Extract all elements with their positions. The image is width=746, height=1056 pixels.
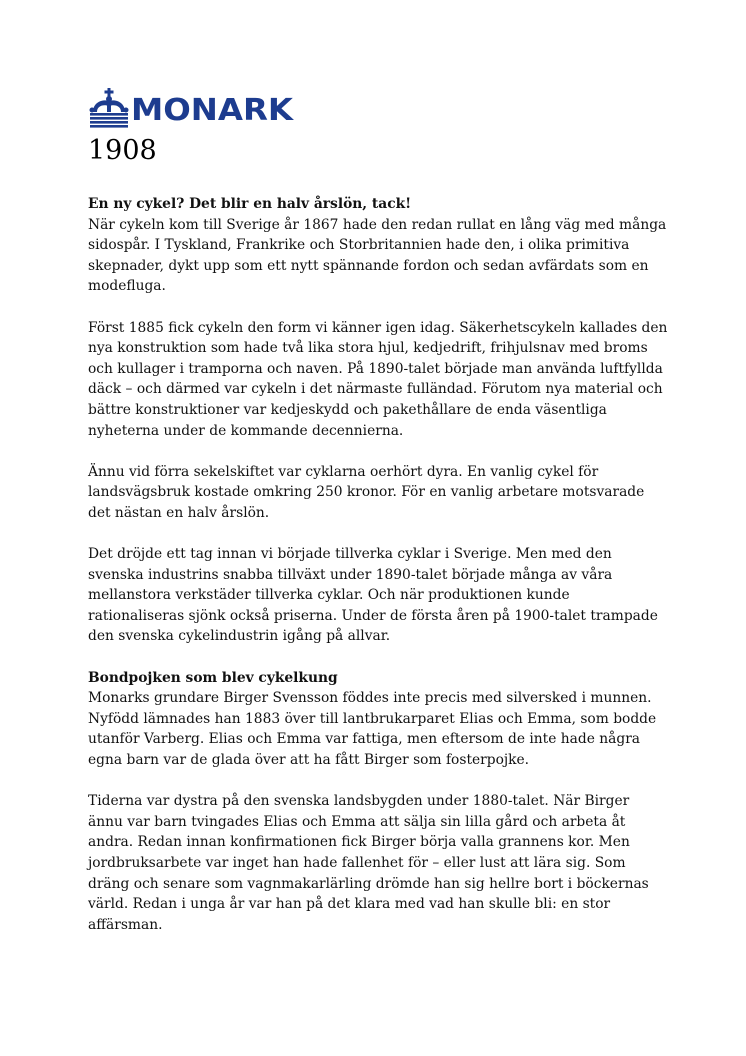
paragraph: Först 1885 fick cykeln den form vi känner igen idag. Säkerhetscykeln kallades den nya konstruktion som hade två lika stora hjul, kedjedrift, frihjulsnav med broms och kullager i tramporna och naven. På 1890-talet började man använda luftfyllda däck – och därmed var cykeln i det närmaste fulländad. Förutom nya material och bättre konstruktioner var kedjeskydd och pakethållare de enda väsentliga nyheterna under de kommande decennierna. [88, 319, 668, 439]
paragraph: När cykeln kom till Sverige år 1867 hade den redan rullat en lång väg med många sidospår. I Tyskland, Frankrike och Storbritannien hade den, i olika primitiva skepnader, dykt upp som ett nytt spännande fordon och sedan avfärdats som en modefluga. [88, 216, 667, 295]
section-heading: Bondpojken som blev cykelkung [88, 669, 338, 686]
year-title: 1908 [88, 135, 157, 166]
paragraph: Ännu vid förra sekelskiftet var cyklarna oerhört dyra. En vanlig cykel för landsvägsbruk kostade omkring 250 kronor. För en vanlig arbetare motsvarade det nästan en halv årslön. [88, 463, 645, 521]
paragraph: Det dröjde ett tag innan vi började tillverka cyklar i Sverige. Men med den svenska industrins snabba tillväxt under 1890-talet började många av våra mellanstora verkstäder tillverka cyklar. Och när produktionen kunde rationaliseras sjönk också priserna. Under de första åren på 1900-talet trampade den svenska cykelindustrin igång på allvar. [88, 546, 658, 645]
monark-logo [88, 88, 294, 128]
article-body [88, 194, 668, 956]
section-heading: En ny cykel? Det blir en halv årslön, tack! [88, 196, 412, 212]
paragraph: Tiderna var dystra på den svenska landsbygden under 1880-talet. När Birger ännu var barn tvingades Elias och Emma att sälja sin lilla gård och arbeta åt andra. Redan innan konfirmationen fick Birger börja valla grannens kor. Men jordbruksarbete var inget han hade fallenhet för – eller lust att lära sig. Som dräng och senare som vagnmakarlärling drömde han sig hellre bort i böckernas värld. Redan i unga år var han på det klara med vad han skulle bli: en stor affärsman. [88, 793, 649, 933]
brand-name: MONARK [131, 93, 294, 128]
crown-icon [88, 88, 130, 128]
paragraph: Monarks grundare Birger Svensson föddes inte precis med silversked i munnen. Nyfödd lämnades han 1883 över till lantbrukarparet Elias och Emma, som bodde utanför Varberg. Elias och Emma var fattiga, men eftersom de inte hade några egna barn var de glada över att ha fått Birger som fosterpojke. [88, 690, 657, 769]
